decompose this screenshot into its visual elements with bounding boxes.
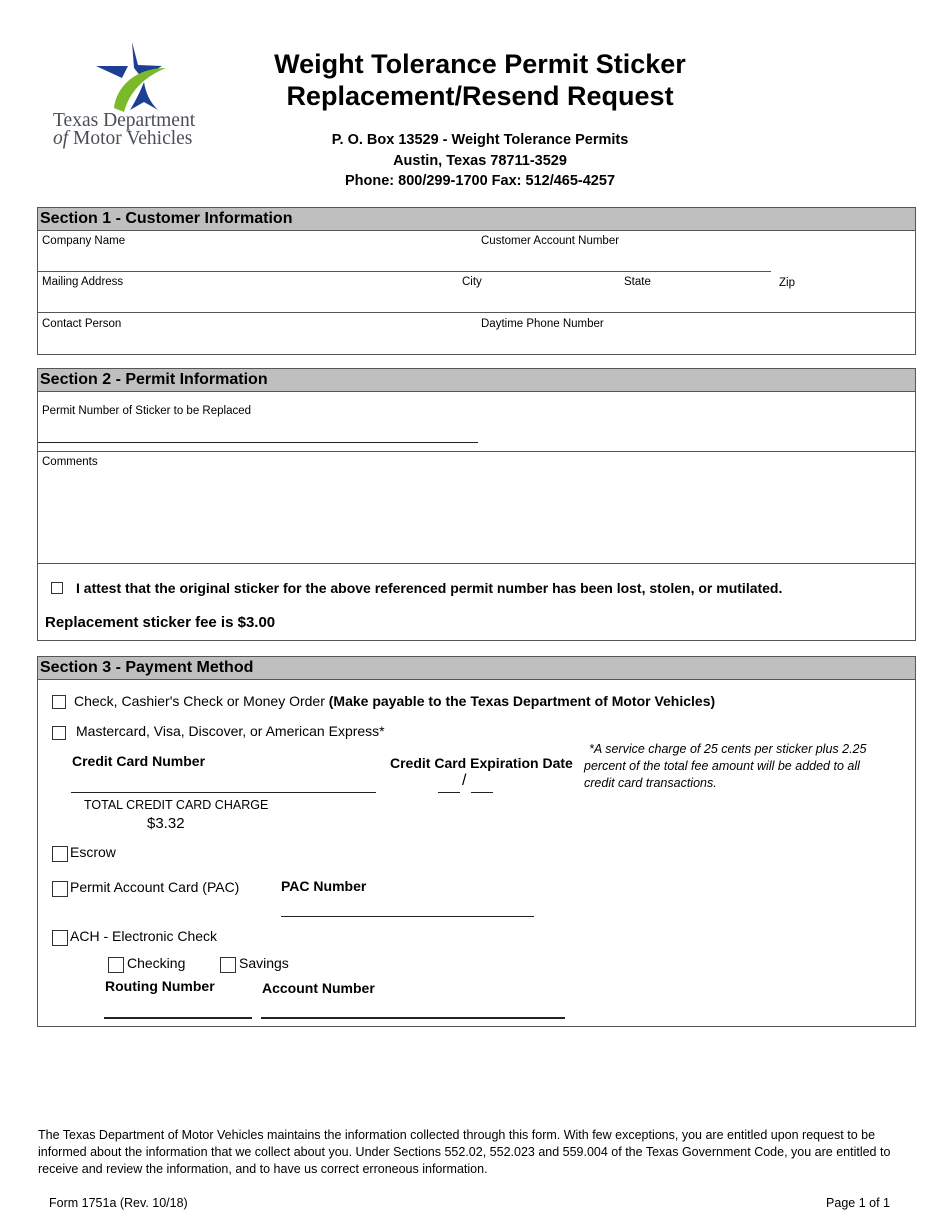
total-charge-value: $3.32 [147,815,185,832]
credit-card-number-label: Credit Card Number [72,753,206,769]
city-field[interactable]: City [462,276,482,288]
section-payment-method [37,656,916,1027]
section-1-heading: Section 1 - Customer Information [38,208,915,231]
attest-checkbox[interactable] [51,582,63,594]
account-number-label: Account Number [262,980,375,996]
mailing-address-block: P. O. Box 13529 - Weight Tolerance Permits Austin, Texas 78711-3529 Phone: 800/299-1700 Fax: 512/465-4257 [331,132,629,189]
privacy-notice: The Texas Department of Motor Vehicles maintains the information collected through this form. With few exceptions, you are entitled upon request to be informed about the information that we collect about you. Under Sections 552.02, 552.023 and 559.004 of the Texas Government Code, you are entitled to receive and review the information, and to have us correct erroneous information. [38,1128,891,1176]
permit-number-input[interactable] [38,442,478,443]
agency-name: Texas Department of Motor Vehicles [53,110,196,149]
expiration-month-input[interactable] [438,792,460,793]
credit-card-option: Mastercard, Visa, Discover, or American Express* [76,723,385,739]
escrow-option: Escrow [70,844,116,860]
escrow-checkbox[interactable] [52,846,68,862]
form-number: Form 1751a (Rev. 10/18) [49,1196,188,1210]
company-name-field[interactable]: Company Name [42,235,126,247]
service-charge-note: *A service charge of 25 cents per sticker plus 2.25 percent of the total fee amount will be added to all credit card transactions. [584,742,867,790]
expiration-year-input[interactable] [471,792,493,793]
replacement-fee: Replacement sticker fee is $3.00 [45,614,276,631]
checking-checkbox[interactable] [108,957,124,973]
comments-field[interactable]: Comments [42,456,98,468]
savings-option: Savings [239,955,289,971]
routing-number-label: Routing Number [105,978,215,994]
pac-option: Permit Account Card (PAC) [70,879,240,895]
daytime-phone-field[interactable]: Daytime Phone Number [481,318,604,330]
ach-checkbox[interactable] [52,930,68,946]
contact-person-field[interactable]: Contact Person [42,318,122,330]
section-3-heading: Section 3 - Payment Method [38,657,915,680]
section-permit-information [37,368,916,641]
credit-card-number-input[interactable] [71,792,376,793]
ach-option: ACH - Electronic Check [70,928,218,944]
pac-number-input[interactable] [281,916,534,917]
attest-statement: I attest that the original sticker for the above referenced permit number has been lost, stolen, or mutilated. [76,580,783,596]
savings-checkbox[interactable] [220,957,236,973]
credit-card-checkbox[interactable] [52,726,66,740]
total-charge-label: TOTAL CREDIT CARD CHARGE [84,798,269,812]
section-customer-information [37,207,916,355]
check-money-order-checkbox[interactable] [52,695,66,709]
star-logo-icon [50,38,220,113]
check-money-order-option: Check, Cashier's Check or Money Order (Make payable to the Texas Department of Motor Vehicles) [74,693,716,709]
state-field[interactable]: State [624,276,651,288]
expiration-separator: / [462,772,467,789]
mailing-address-field[interactable]: Mailing Address [42,276,124,288]
page-number: Page 1 of 1 [826,1196,890,1210]
customer-account-number-field[interactable]: Customer Account Number [481,235,620,247]
form-title: Weight Tolerance Permit Sticker Replacement/Resend Request [274,49,686,111]
credit-card-expiration-label: Credit Card Expiration Date [390,755,573,771]
checking-option: Checking [127,955,186,971]
pac-checkbox[interactable] [52,881,68,897]
account-number-input[interactable] [261,1017,565,1019]
routing-number-input[interactable] [104,1017,252,1019]
zip-field[interactable]: Zip [779,277,795,289]
txdmv-logo [50,38,220,158]
permit-number-label: Permit Number of Sticker to be Replaced [42,405,252,417]
section-2-heading: Section 2 - Permit Information [38,369,915,392]
pac-number-label: PAC Number [281,878,367,894]
